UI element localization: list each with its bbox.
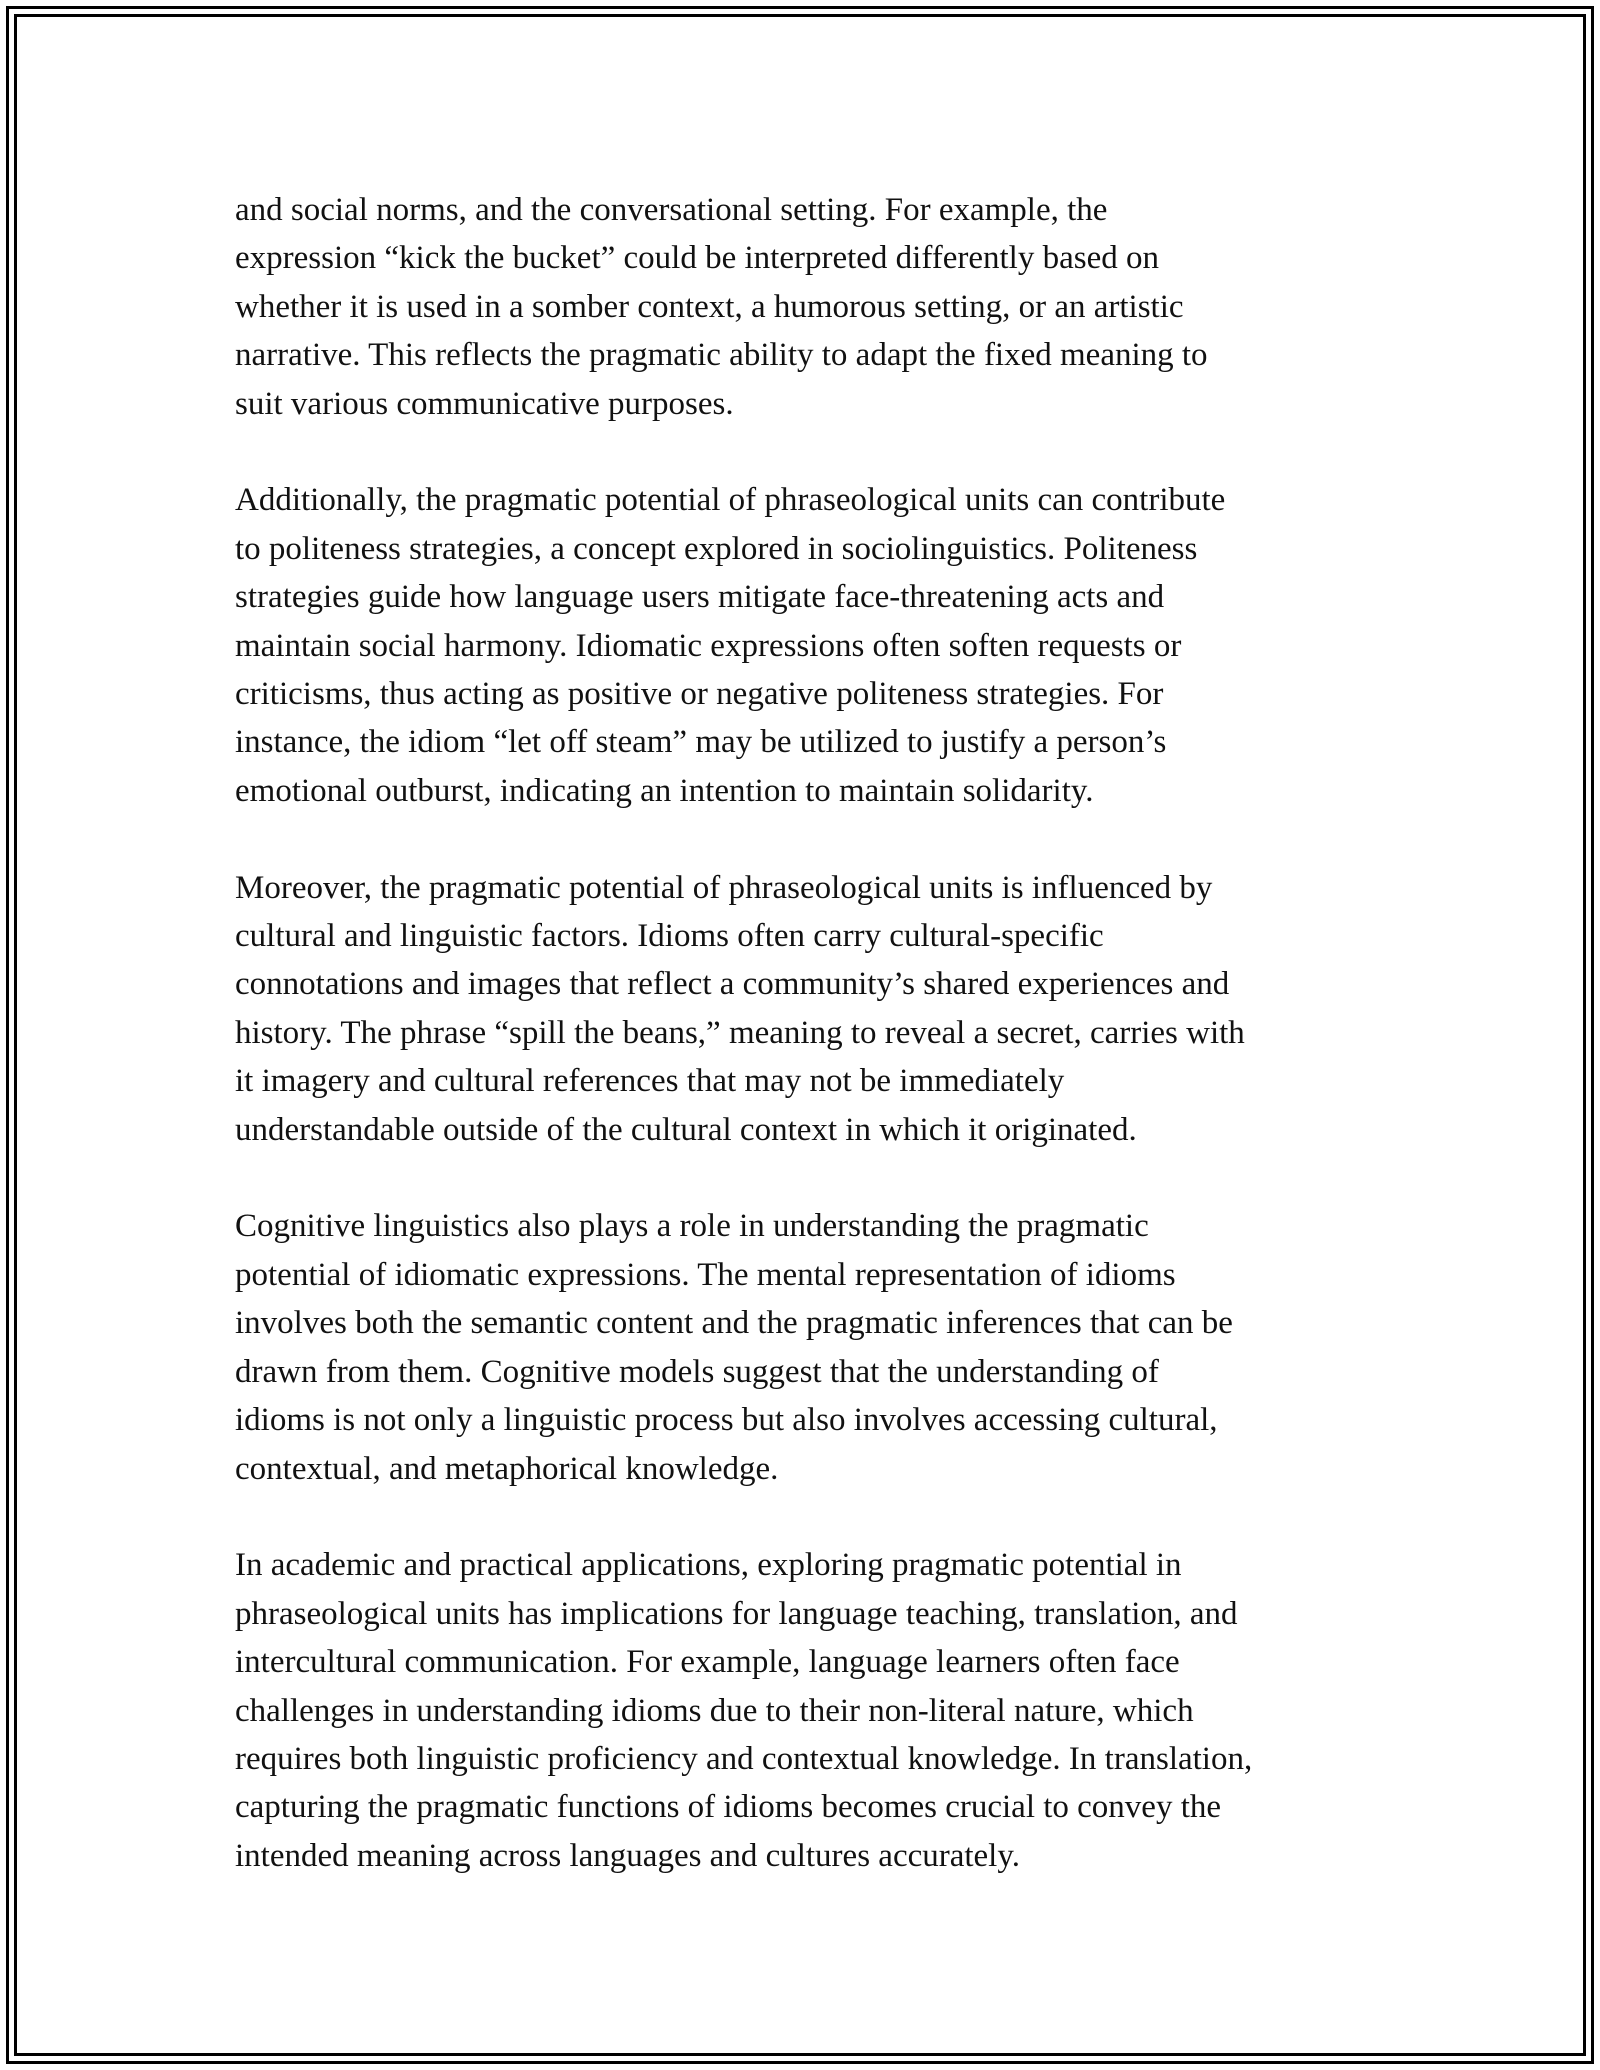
paragraph-cultural-factors: Moreover, the pragmatic potential of phraseological units is influenced by cultural and linguistic factors. Idioms often carry cultural-specific connotations and images that reflect a community’s shared experiences and history. The phrase “spill the beans,” meaning to reveal a secret, carries with it imagery and cultural references that may not be immediately understandable outside of the cultural context in which it originated.	[235, 869, 1245, 1148]
paragraph-applications: In academic and practical applications, exploring pragmatic potential in phraseological units has implications for language teaching, translation, and intercultural communication. For example, language learners often face challenges in understanding idioms due to their non-literal nature, which requires both linguistic proficiency and contextual knowledge. In translation, capturing the pragmatic functions of idioms becomes crucial to convey the intended meaning across languages and cultures accurately.	[235, 1547, 1253, 1874]
paragraph-politeness-strategies: Additionally, the pragmatic potential of phraseological units can contribute to politeness strategies, a concept explored in sociolinguistics. Politeness strategies guide how language users mitigate face-threatening acts and maintain social harmony. Idiomatic expressions often soften requests or criticisms, thus acting as positive or negative politeness strategies. For instance, the idiom “let off steam” may be utilized to justify a person’s emotional outburst, indicating an intention to maintain solidarity.	[235, 482, 1226, 809]
document-body	[235, 186, 1380, 1880]
paragraph-context-example: and social norms, and the conversational setting. For example, the expression “kick the bucket” could be interpreted differently based on whether it is used in a somber context, a humorous setting, or an artistic narrative. This reflects the pragmatic ability to adapt the fixed meaning to suit various communicative purposes.	[235, 192, 1208, 422]
paragraph-cognitive-linguistics: Cognitive linguistics also plays a role in understanding the pragmatic potential of idiomatic expressions. The mental representation of idioms involves both the semantic content and the pragmatic inferences that can be drawn from them. Cognitive models suggest that the understanding of idioms is not only a linguistic process but also involves accessing cultural, contextual, and metaphorical knowledge.	[235, 1208, 1233, 1487]
